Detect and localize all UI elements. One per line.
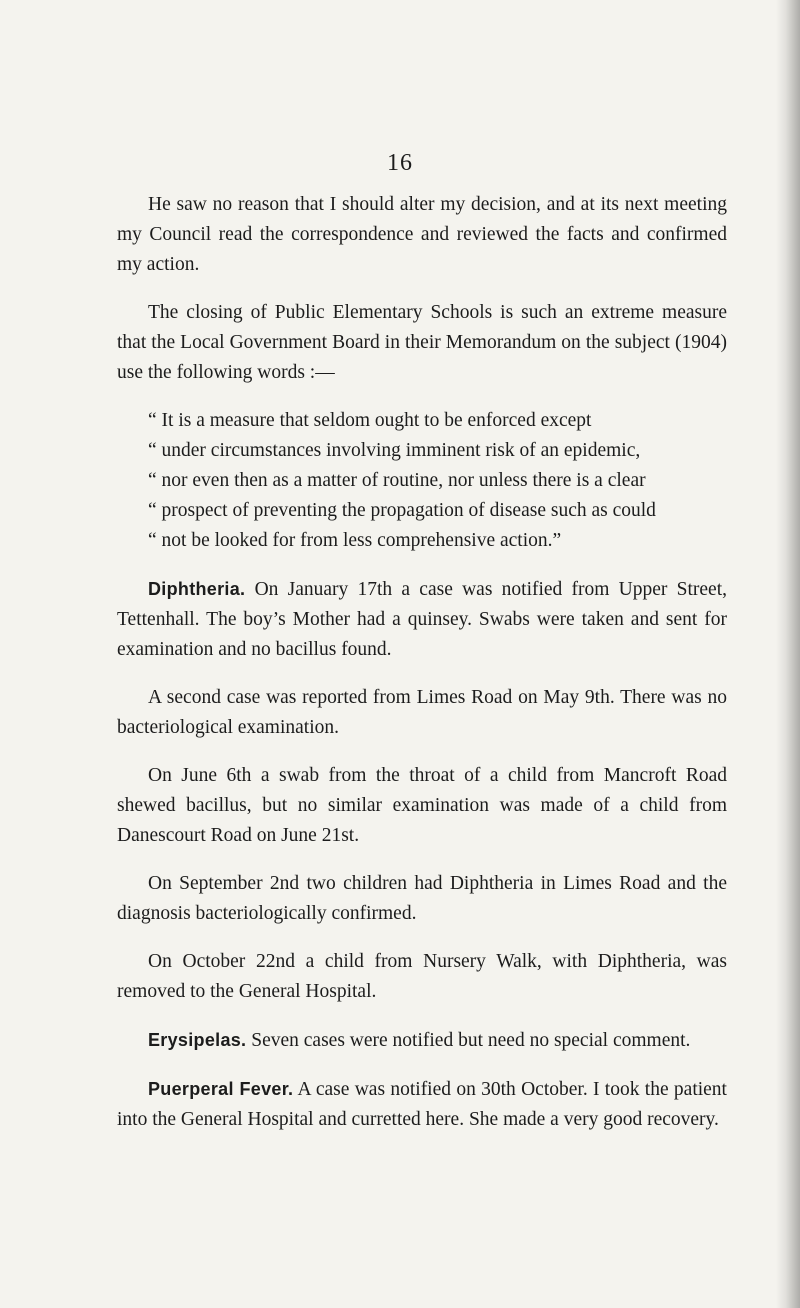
paragraph-council-decision: He saw no reason that I should alter my decision, and at its next meeting my Council read the correspondence and reviewed the facts and confirmed my action. (117, 194, 727, 275)
page-gutter-shadow (776, 0, 800, 1308)
section-diphtheria (117, 574, 727, 665)
quote-line: “ nor even then as a matter of routine, nor unless there is a clear (148, 470, 646, 491)
quote-line: “ It is a measure that seldom ought to be enforced except (148, 410, 592, 431)
diphtheria-paragraph: On October 22nd a child from Nursery Walk, with Diphtheria, was removed to the General Hospital. (117, 951, 727, 1002)
paragraph-school-closing: The closing of Public Elementary Schools is such an extreme measure that the Local Government Board in their Memorandum on the subject (1904) use the following words :— (117, 302, 727, 383)
puerperal-fever-text: A case was notified on 30th October. I took the patient into the General Hospital and curretted here. She made a very good recovery. (117, 1079, 727, 1130)
body-text (117, 190, 727, 1153)
quote-line: “ not be looked for from less comprehensive action.” (148, 530, 562, 551)
diphtheria-paragraph: A second case was reported from Limes Road on May 9th. There was no bacteriological examination. (117, 687, 727, 738)
puerperal-fever-heading: Puerperal Fever. (148, 1079, 294, 1099)
diphtheria-intro: On January 17th a case was notified from Upper Street, Tettenhall. The boy’s Mother had a quinsey. Swabs were taken and sent for examination and no bacillus found. (117, 579, 728, 660)
quote-line: “ under circumstances involving imminent risk of an epidemic, (148, 440, 641, 461)
quote-line: “ prospect of preventing the propagation of disease such as could (148, 500, 656, 521)
section-erysipelas (117, 1025, 727, 1056)
diphtheria-paragraph: On June 6th a swab from the throat of a child from Mancroft Road shewed bacillus, but no similar examination was made of a child from Danescourt Road on June 21st. (117, 765, 727, 846)
section-puerperal-fever (117, 1074, 727, 1135)
page-number: 16 (387, 150, 413, 176)
erysipelas-heading: Erysipelas. (148, 1030, 247, 1050)
lgb-memorandum-quote (117, 406, 727, 556)
diphtheria-paragraph: On September 2nd two children had Diphtheria in Limes Road and the diagnosis bacteriologically confirmed. (117, 873, 727, 924)
erysipelas-text: Seven cases were notified but need no special comment. (251, 1030, 691, 1051)
diphtheria-heading: Diphtheria. (148, 579, 246, 599)
